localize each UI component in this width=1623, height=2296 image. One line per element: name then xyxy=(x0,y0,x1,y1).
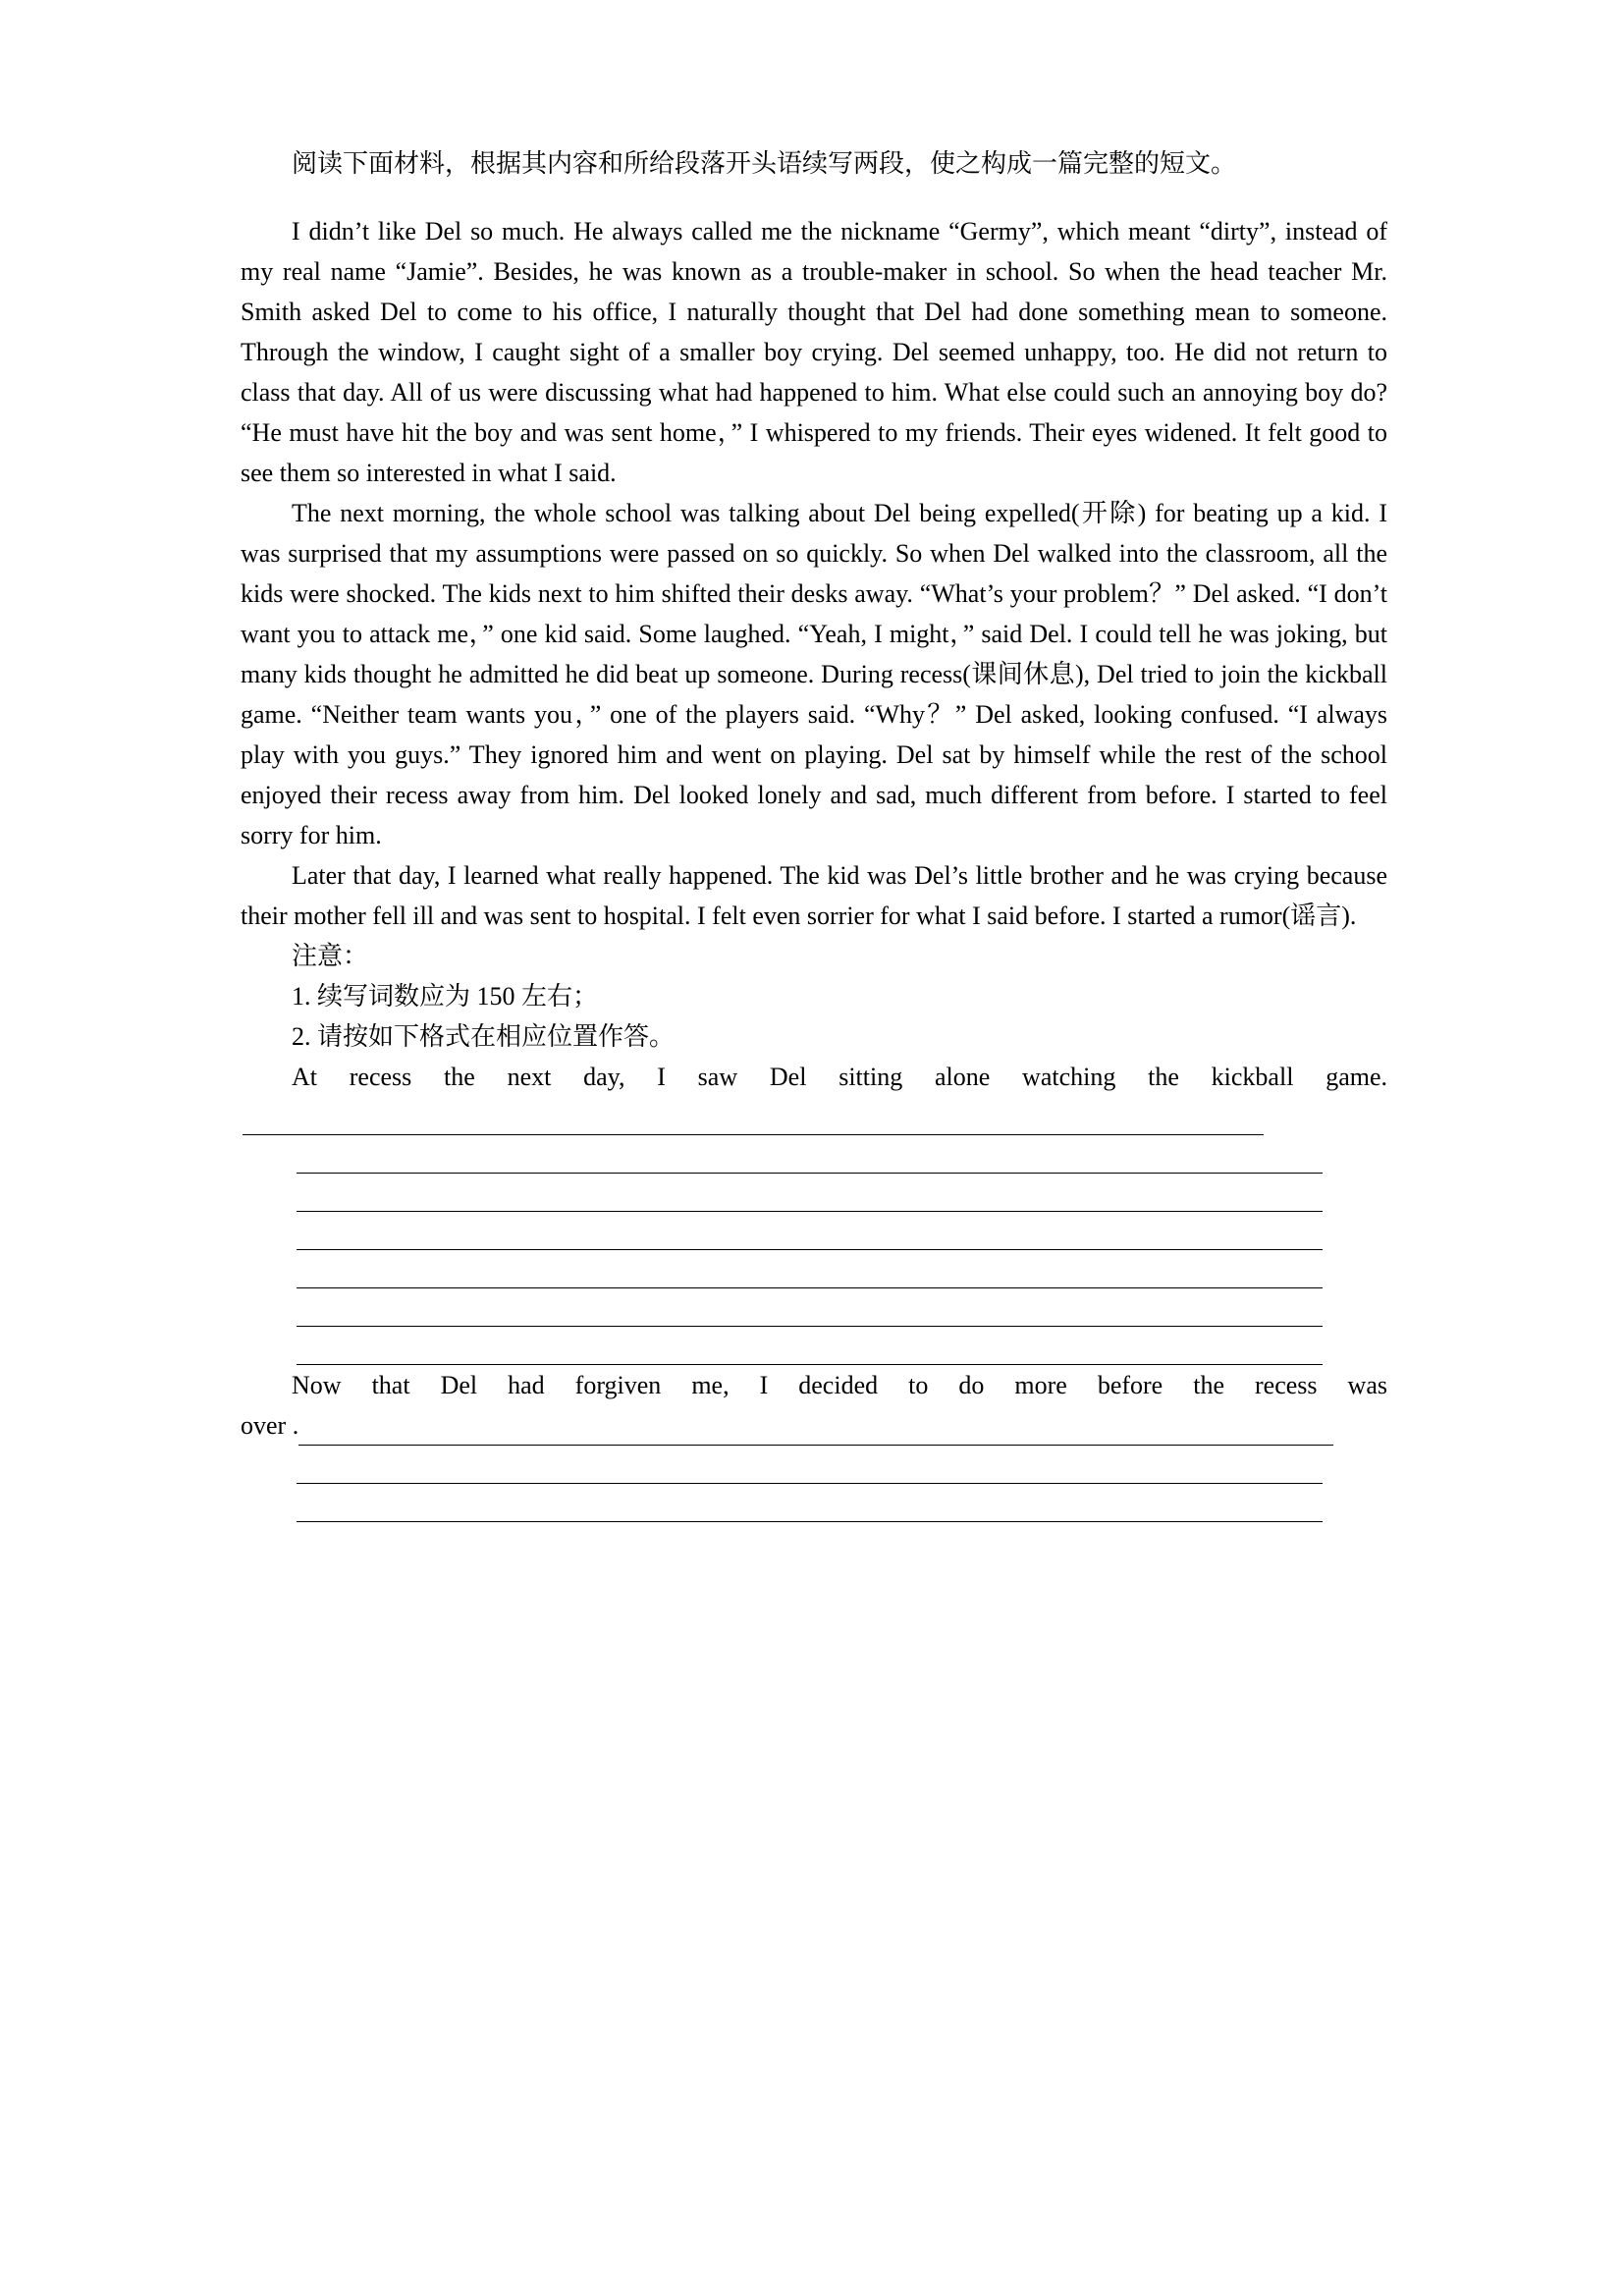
notes-label: 注意： xyxy=(292,942,369,970)
answer-line xyxy=(297,1135,1323,1174)
answer-line xyxy=(243,1097,1264,1135)
note-item-2: 2. 请按如下格式在相应位置作答。 xyxy=(292,1022,676,1051)
continuation-starter-1: At recess the next day, I saw Del sitting alone watching the kickball game. xyxy=(292,1063,1387,1091)
passage-paragraph-1: I didn’t like Del so much. He always called me the nickname “Germy”, which meant “dirty”, instead of my real name “Jamie”. Besides, he was known as a trouble-maker in school. So when the head teacher Mr. Smith asked Del to come to his office, I naturally thought that Del had done something mean to someone. Through the window, I caught sight of a smaller boy crying. Del seemed unhappy, too. He did not return to class that day. All of us were discussing what had happened to him. What else could such an annoying boy do? “He must have hit the boy and was sent home，” I whispered to my friends. Their eyes widened. It felt good to see them so interested in what I said. xyxy=(241,217,1387,487)
passage-paragraph-3: Later that day, I learned what really happened. The kid was Del’s little brother and he was crying because their mother fell ill and was sent to hospital. I felt even sorrier for what I said before. I started a rumor(谣言). xyxy=(241,861,1387,930)
answer-line xyxy=(297,1484,1323,1522)
answer-line xyxy=(297,1327,1323,1365)
answer-line xyxy=(297,1212,1323,1250)
continuation-starter-2: Now that Del had forgiven me, I decided to do more before the recess was xyxy=(292,1371,1387,1399)
answer-line xyxy=(297,1250,1323,1288)
notes-section xyxy=(241,936,1387,1057)
task-instruction: 阅读下面材料，根据其内容和所给段落开头语续写两段，使之构成一篇完整的短文。 xyxy=(292,149,1237,178)
answer-line xyxy=(298,1405,1333,1446)
starter-2-continuation-line xyxy=(241,1405,1333,1446)
passage-paragraph-2: The next morning, the whole school was talking about Del being expelled(开除) for beating up a kid. I was surprised that my assumptions were passed on so quickly. So when Del walked into the classroom, all the kids were shocked. The kids next to him shifted their desks away. “What’s your problem？” Del asked. “I don’t want you to attack me，” one kid said. Some laughed. “Yeah, I might，” said Del. I could tell he was joking, but many kids thought he admitted he did beat up someone. During recess(课间休息), Del tried to join the kickball game. “Neither team wants you，” one of the players said. “Why？” Del asked, looking confused. “I always play with you guys.” They ignored him and went on playing. Del sat by himself while the rest of the school enjoyed their recess away from him. Del looked lonely and sad, much different from before. I started to feel sorry for him. xyxy=(241,499,1387,849)
answer-line xyxy=(297,1174,1323,1212)
exam-sheet xyxy=(241,143,1387,1522)
answer-line xyxy=(297,1446,1323,1484)
starter-2-prefix: over . xyxy=(241,1411,299,1440)
answer-line xyxy=(297,1288,1323,1327)
note-item-1: 1. 续写词数应为 150 左右； xyxy=(292,982,599,1011)
